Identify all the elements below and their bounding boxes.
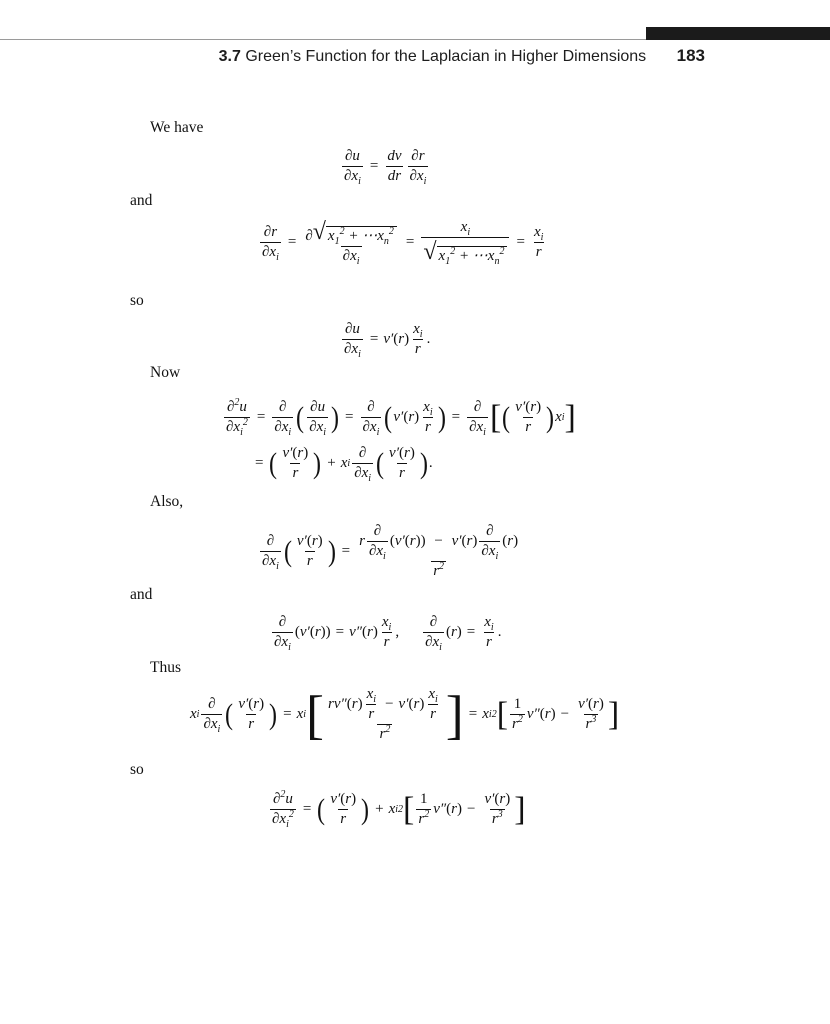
page-number: 183 [676,46,705,65]
equation-quotient-rule: $\frac{\partial}{\partial x_i}$ ( $\frac{v'(r)}{r}$ ) = r $\frac{\partial}{\partial x_i}$ (v′(r)) − v′(r) $\frac{\partial}{\partial x_i}$ (r) $r^2$ [262,523,519,579]
text-thus: Thus [150,659,181,676]
text-so-1: so [130,292,144,309]
header-bar [646,27,830,40]
equation-dr-dxi: $\frac{\partial r}{\partial x_i}$ = ∂ √ $x_1^2$ + $\cdots x_n^2$ $\partial x_i$ = $x_i$ √ $x_1^2$ + $\cdots x_n^2$ = $\frac{x_i}{r}$ [262,219,544,267]
equation-xi-derivative: x i $\frac{\partial}{\partial x_i}$ ( $\frac{v'(r)}{r}$ ) = x i [ rv″(r) $\frac{x_i}{r}$ − v′(r) $\frac{x_i}{r}$ $r^2$ ] = x i 2 [ $\frac{1}{r^2}$ v″ ( r ) − $\frac{v'(r)}{r^3}$ ] [190,684,620,745]
equation-second-derivative-line-1: $\frac{\partial^2u}{\partial x_i^2}$ = $\frac{\partial}{\partial x_i}$ ( $\frac{\partial u}{\partial x_i}$ ) = $\frac{\partial}{\partial x_i}$ ( v′ ( r ) $\frac{x_i}{r}$ ) = $\frac{\partial}{\partial x_i}$ [ ( $\frac{v'(r)}{r}$ ) x i ] [226,397,576,438]
equation-chain-rule: $\frac{\partial u}{\partial x_i}$ = $\frac{dv}{dr}$ $\frac{\partial r}{\partial x_i}$ [344,148,427,187]
text-and-1: and [130,192,153,209]
equation-du-dxi: $\frac{\partial u}{\partial x_i}$ = v′ ( r ) $\frac{x_i}{r}$ . [344,321,431,360]
header-rule [0,39,646,40]
running-header [0,46,705,66]
equation-second-derivative-line-2: = ( $\frac{v'(r)}{r}$ ) + x i $\frac{\partial}{\partial x_i}$ ( $\frac{v'(r)}{r}$ ) . [255,445,433,484]
section-title: Green’s Function for the Laplacian in Higher Dimensions [245,48,647,65]
equation-derivatives-v-and-r: $\frac{\partial}{\partial x_i}$ ( v′ ( r )) = v″ ( r ) $\frac{x_i}{r}$ , $\frac{\partial}{\partial x_i}$ ( r ) = $\frac{x_i}{r}$ . [274,614,502,653]
text-also: Also, [150,493,184,510]
text-and-2: and [130,586,153,603]
text-now: Now [150,364,181,381]
section-number: 3.7 [218,48,241,65]
equation-final-result: $\frac{\partial^2u}{\partial x_i^2}$ = ( $\frac{v'(r)}{r}$ ) + x i 2 [ $\frac{1}{r^2}$ v″ ( r ) − $\frac{v'(r)}{r^3}$ ] [272,789,526,830]
text-so-2: so [130,761,144,778]
text-we-have: We have [150,119,204,136]
